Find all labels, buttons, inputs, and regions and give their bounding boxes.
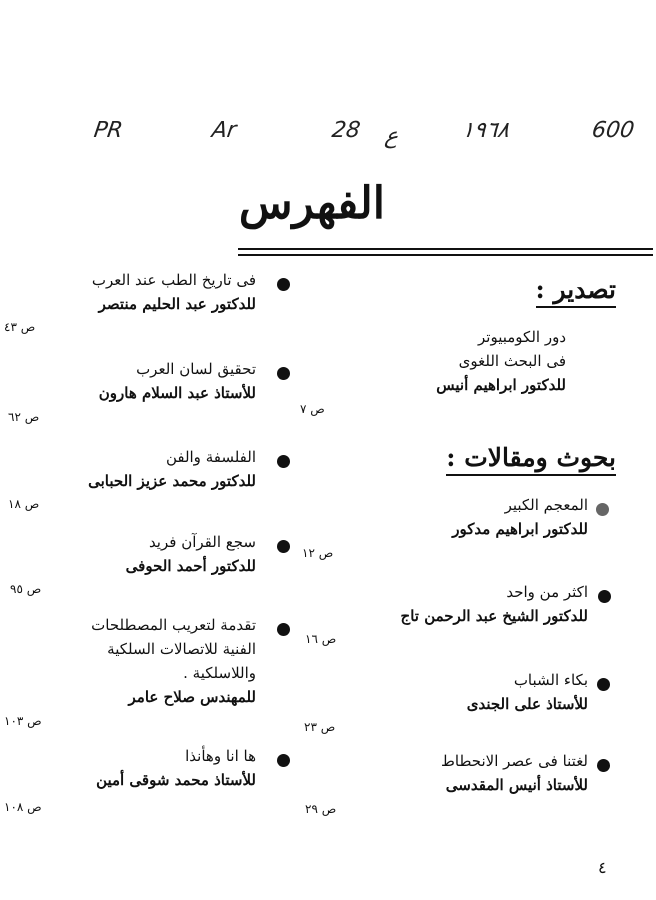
section-heading-articles: بحوث ومقالات : — [446, 443, 616, 476]
page-ref: ص ٢٣ — [304, 720, 336, 734]
toc-entry — [441, 749, 588, 797]
entry-author: للدكتور محمد عزيز الحبابى — [88, 472, 256, 490]
toc-entry — [92, 268, 256, 316]
entry-title: واللاسلكية . — [183, 664, 256, 682]
bullet-icon — [596, 503, 609, 516]
bullet-icon — [598, 590, 611, 603]
entry-author: للدكتور عبد الحليم منتصر — [98, 295, 256, 313]
entry-author: للدكتور ابراهيم أنيس — [436, 376, 566, 394]
section-heading-preface: تصدير : — [536, 275, 616, 308]
entry-title: تقدمة لتعريب المصطلحات — [91, 616, 256, 634]
page-ref: ص ٤٣ — [4, 320, 36, 334]
page-ref: ص ١٠٨ — [4, 800, 42, 814]
entry-author: للدكتور ابراهيم مدكور — [452, 520, 588, 538]
toc-entry — [467, 668, 588, 716]
toc-entry — [452, 493, 588, 541]
page-ref: ص ٧ — [300, 402, 325, 416]
entry-author: للمهندس صلاح عامر — [128, 688, 256, 706]
entry-author: للأستاذ عبد السلام هارون — [98, 384, 256, 402]
entry-title: سجع القرآن فريد — [148, 533, 256, 551]
entry-author: للأستاذ أنيس المقدسى — [445, 776, 588, 794]
page-ref: ص ١٦ — [305, 632, 337, 646]
page-title: الفهرس — [238, 178, 385, 229]
bullet-icon — [597, 678, 610, 691]
entry-title: فى تاريخ الطب عند العرب — [91, 271, 256, 289]
footer-page-number: ٤ — [598, 858, 607, 877]
entry-title: لغتنا فى عصر الانحطاط — [441, 752, 588, 770]
entry-author: للدكتور أحمد الحوفى — [125, 557, 256, 575]
entry-title: فى البحث اللغوى — [458, 352, 566, 370]
handwritten-mark-1: 600 — [590, 118, 636, 143]
page-ref: ص ١٨ — [8, 497, 40, 511]
toc-entry — [91, 613, 256, 709]
toc-entry — [99, 357, 256, 405]
title-rule-1 — [238, 248, 653, 250]
entry-title: ها انا وهأنذا — [185, 747, 256, 765]
entry-title: اكثر من واحد — [506, 583, 588, 601]
handwritten-mark-2: ١٩٦٨ — [460, 118, 512, 143]
entry-author: للأستاذ على الجندى — [466, 695, 588, 713]
page-ref: ص ١٢ — [302, 546, 334, 560]
bullet-icon — [277, 623, 290, 636]
entry-title: المعجم الكبير — [504, 496, 588, 514]
handwritten-mark-5: Ar — [210, 118, 238, 143]
entry-title: بكاء الشباب — [513, 671, 588, 689]
toc-entry — [401, 580, 588, 628]
title-rule-2 — [238, 254, 653, 256]
toc-entry — [126, 530, 256, 578]
page-ref: ص ٢٩ — [305, 802, 337, 816]
entry-title: الفنية للاتصالات السلكية — [107, 640, 256, 658]
bullet-icon — [277, 540, 290, 553]
entry-author: للأستاذ محمد شوقى أمين — [96, 771, 256, 789]
toc-entry — [88, 445, 256, 493]
entry-author: للدكتور الشيخ عبد الرحمن تاج — [400, 607, 588, 625]
handwritten-mark-4: 28 — [330, 118, 362, 143]
bullet-icon — [277, 754, 290, 767]
handwritten-mark-6: PR — [92, 118, 125, 143]
entry-title: الفلسفة والفن — [165, 448, 256, 466]
toc-entry — [96, 744, 256, 792]
page-ref: ص ٦٢ — [8, 410, 40, 424]
page-ref: ص ١٠٣ — [4, 714, 42, 728]
toc-entry — [436, 325, 566, 397]
handwritten-mark-3: ع — [383, 124, 400, 149]
entry-title: تحقيق لسان العرب — [136, 360, 256, 378]
bullet-icon — [277, 367, 290, 380]
bullet-icon — [277, 455, 290, 468]
entry-title: دور الكومبيوتر — [478, 328, 566, 346]
page-ref: ص ٩٥ — [10, 582, 42, 596]
bullet-icon — [597, 759, 610, 772]
bullet-icon — [277, 278, 290, 291]
